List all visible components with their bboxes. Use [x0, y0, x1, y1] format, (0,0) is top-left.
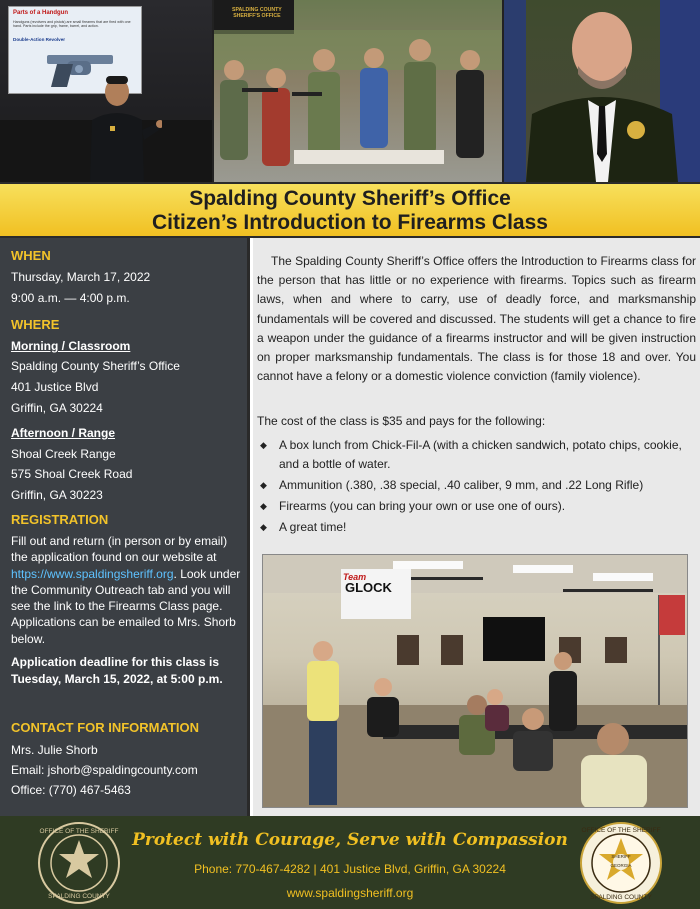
- contact-email[interactable]: Email: jshorb@spaldingcounty.com: [11, 763, 198, 777]
- seal-right-top-text: OFFICE OF THE SHERIFF: [581, 827, 661, 834]
- seal-right-state-text: GEORGIA: [610, 863, 632, 868]
- morning-line-3: Griffin, GA 30224: [11, 401, 103, 415]
- banner-team-text: Team: [343, 572, 367, 582]
- slide-title: Parts of a Handgun: [13, 10, 69, 16]
- tent-text-line2: SHERIFF'S OFFICE: [233, 13, 281, 19]
- afternoon-line-1: Shoal Creek Range: [11, 447, 116, 461]
- sheriff-seal-right-icon: [580, 822, 662, 904]
- page-subtitle: Citizen’s Introduction to Firearms Class: [152, 211, 548, 234]
- instructor-figure: [72, 70, 162, 182]
- list-item-text: Ammunition (.380, .38 special, .40 caliber, 9 mm, and .22 Long Rifle): [279, 478, 644, 492]
- banner-brand-text: GLOCK: [345, 580, 392, 595]
- diamond-bullet-icon: ◆: [260, 440, 267, 450]
- afternoon-line-3: Griffin, GA 30223: [11, 488, 103, 502]
- footer-tagline: Protect with Courage, Serve with Compassion: [132, 830, 568, 850]
- afternoon-label: Afternoon / Range: [11, 426, 115, 440]
- seal-left-bottom-text: SPALDING COUNTY: [48, 893, 110, 900]
- footer-website-link[interactable]: www.spaldingsheriff.org: [286, 886, 414, 900]
- tent-text-line1: SPALDING COUNTY: [232, 7, 282, 13]
- registration-text: [11, 533, 243, 647]
- morning-line-2: 401 Justice Blvd: [11, 380, 99, 394]
- title-banner: [0, 182, 700, 238]
- info-sidebar: [0, 238, 250, 816]
- list-item-text: Firearms (you can bring your own or use one of ours).: [279, 499, 566, 513]
- classroom-photo: [262, 554, 688, 808]
- when-date: Thursday, March 17, 2022: [11, 270, 151, 284]
- classroom-scene: [263, 555, 688, 808]
- diamond-bullet-icon: ◆: [260, 501, 267, 511]
- cost-text: The cost of the class is $35 and pays for the following:: [257, 414, 546, 428]
- seal-left-top-text: OFFICE OF THE SHERIFF: [39, 828, 119, 835]
- registration-text-part2: . Look under the Community Outreach tab and you will see the link to the Firearms Class page. Applications can be emailed to Mrs. Shorb below.: [11, 566, 241, 646]
- sheriff-figure: [508, 4, 696, 182]
- registration-text-part1: Fill out and return (in person or by email) the application found on our website at: [11, 534, 228, 565]
- contact-heading: CONTACT FOR INFORMATION: [11, 720, 199, 735]
- range-table: [294, 150, 444, 164]
- photo-sheriff-portrait: [504, 0, 700, 182]
- contact-phone: Office: (770) 467-5463: [11, 783, 131, 797]
- list-item-text: A great time!: [279, 520, 347, 534]
- included-items-list: [257, 436, 697, 539]
- where-heading: WHERE: [11, 317, 60, 332]
- intro-paragraph: The Spalding County Sheriff’s Office offers the Introduction to Firearms class for the person that has little or no experience with firearms. Topics such as firearm laws, when and where to carry, use of deadly force, and marksmanship fundamentals will be covered and discussed. The students will get a chance to fire a weapon under the guidance of a firearms instructor and will be given instruction on proper marksmanship fundamentals. The class is for those 18 and over. You cannot have a felony or a domestic violence conviction (family violence).: [257, 254, 696, 384]
- sheriff-seal-left-icon: [38, 822, 120, 904]
- morning-label: Morning / Classroom: [11, 339, 131, 353]
- diamond-bullet-icon: ◆: [260, 480, 267, 490]
- main-content: [253, 238, 700, 816]
- when-heading: WHEN: [11, 248, 51, 263]
- registration-heading: REGISTRATION: [11, 512, 109, 527]
- seal-right-bottom-text: SPALDING COUNTY: [590, 894, 652, 901]
- footer-contact-line: Phone: 770-467-4282 | 401 Justice Blvd, Griffin, GA 30224: [194, 862, 506, 876]
- list-item-text: A box lunch from Chick-Fil-A (with a chicken sandwich, potato chips, cookie, and a bottle of water.: [279, 438, 682, 471]
- photo-shooting-range: [214, 0, 502, 182]
- morning-line-1: Spalding County Sheriff’s Office: [11, 359, 180, 373]
- when-time: 9:00 a.m. — 4:00 p.m.: [11, 291, 130, 305]
- deadline-text: Application deadline for this class is Tuesday, March 15, 2022, at 5:00 p.m.: [11, 655, 223, 686]
- contact-name: Mrs. Julie Shorb: [11, 743, 98, 757]
- list-item: [257, 518, 697, 537]
- slide-text: Handguns (revolvers and pistols) are small firearms that are fired with one hand. Parts include the grip, frame, barrel, and action.: [13, 20, 131, 29]
- seal-right-mid-text: SHERIFF: [611, 854, 631, 859]
- slide-subtitle: Double-Action Revolver: [13, 37, 66, 42]
- photo-instructor-classroom: [0, 0, 212, 182]
- list-item: [257, 476, 697, 495]
- footer: [0, 816, 700, 909]
- diamond-bullet-icon: ◆: [260, 522, 267, 532]
- page-title: Spalding County Sheriff’s Office: [189, 187, 511, 210]
- list-item: [257, 436, 697, 474]
- registration-website-link[interactable]: https://www.spaldingsheriff.org: [11, 566, 174, 581]
- afternoon-line-2: 575 Shoal Creek Road: [11, 467, 133, 481]
- list-item: [257, 497, 697, 516]
- header-photo-strip: [0, 0, 700, 182]
- range-tent: [214, 0, 294, 34]
